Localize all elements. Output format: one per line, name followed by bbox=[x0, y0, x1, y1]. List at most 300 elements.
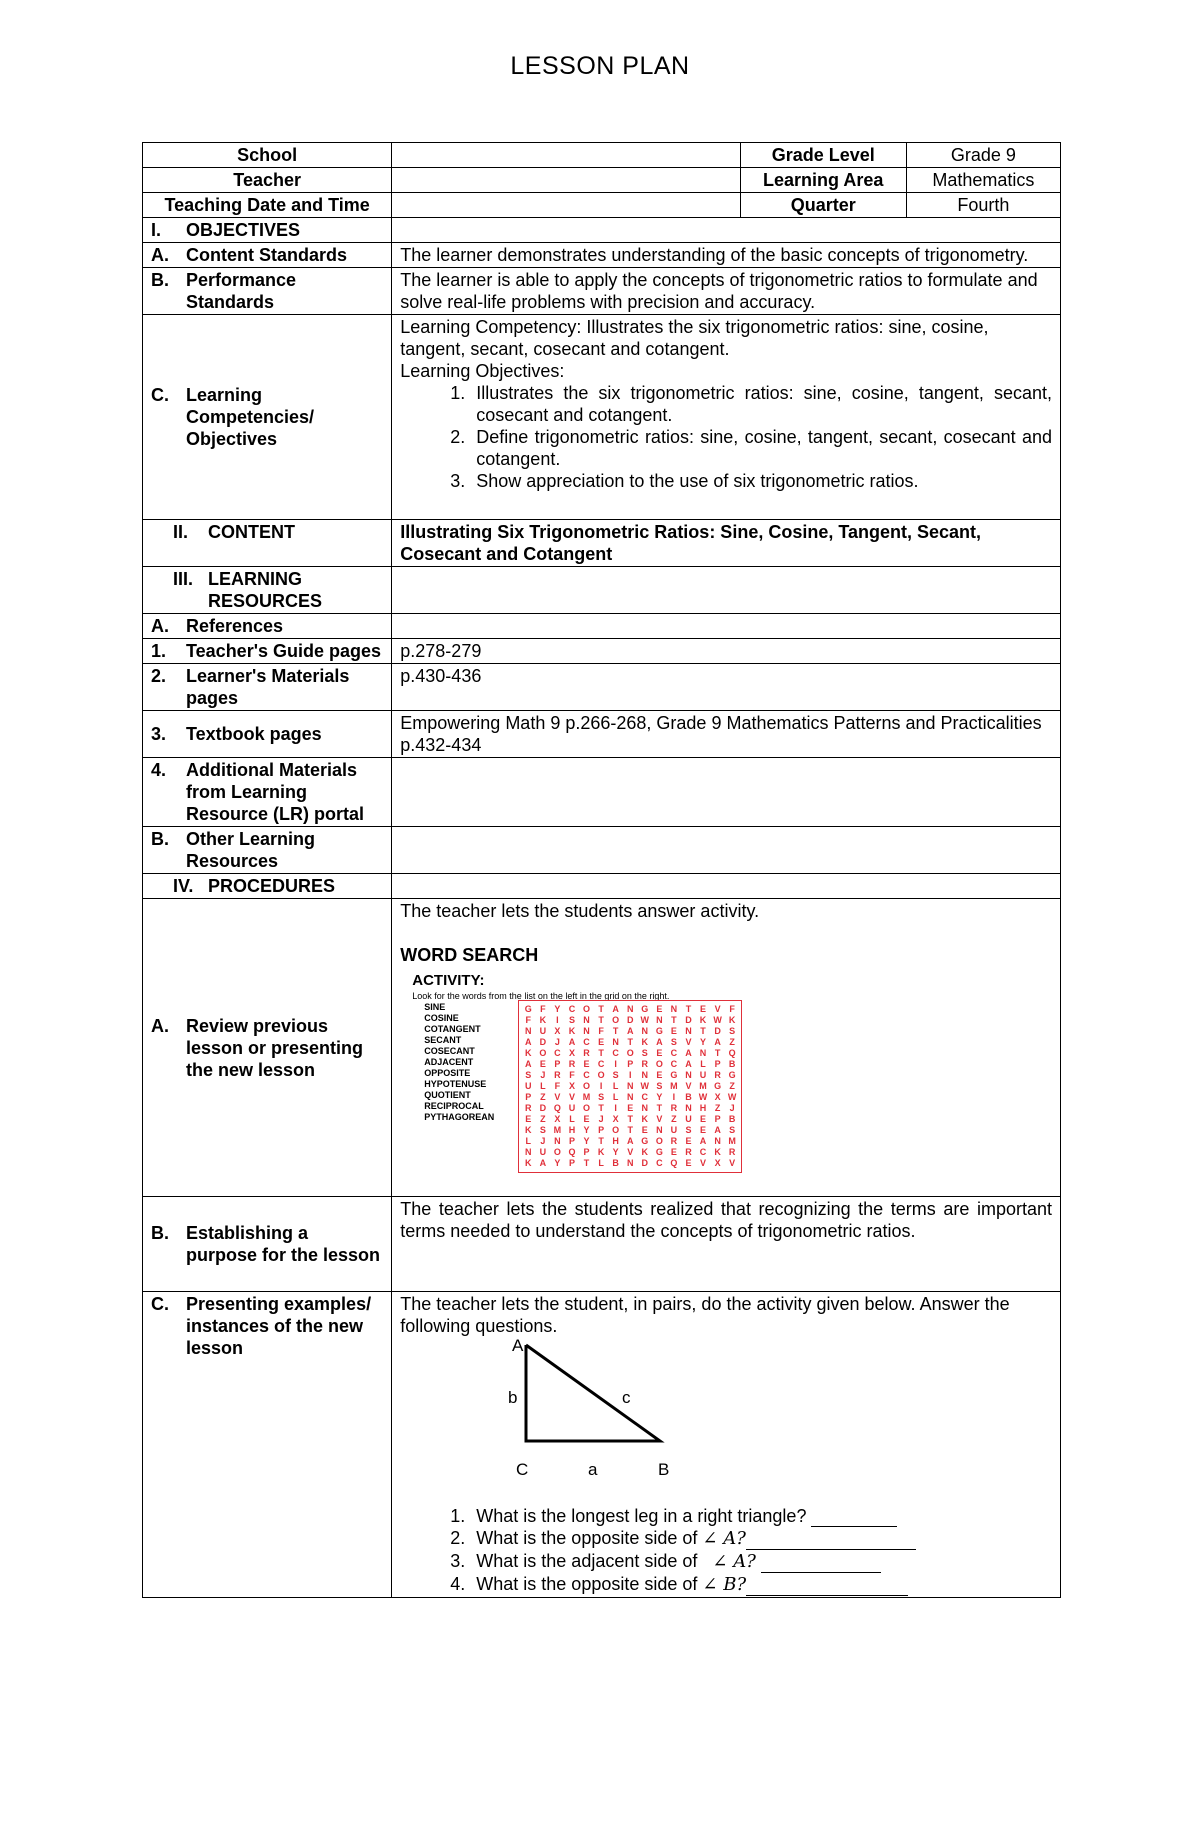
list-item: 4. What is the opposite side of ∠ B? bbox=[470, 1573, 1052, 1596]
word-search-letter[interactable]: M bbox=[728, 1136, 736, 1146]
word-search-letter[interactable]: S bbox=[656, 1081, 663, 1091]
word-search-letter[interactable]: S bbox=[568, 1015, 575, 1025]
word-search-letter[interactable]: A bbox=[714, 1125, 721, 1135]
word-search-letter[interactable]: Z bbox=[671, 1114, 677, 1124]
list-item: 2. What is the opposite side of ∠ A? bbox=[470, 1527, 1052, 1550]
word-search-letter[interactable]: I bbox=[672, 1092, 676, 1102]
word-search-letter[interactable]: A bbox=[525, 1059, 532, 1069]
word-search-letter[interactable]: T bbox=[598, 1004, 604, 1014]
word-search-letter[interactable]: Y bbox=[583, 1136, 590, 1146]
word-search-letter[interactable]: U bbox=[539, 1026, 547, 1036]
references-value bbox=[392, 614, 1061, 639]
word-search-letter[interactable]: V bbox=[700, 1158, 707, 1168]
additional-materials-label: 4. Additional Materials from Learning Resource (LR) portal bbox=[143, 758, 392, 827]
word-search-title: ACTIVITY: bbox=[412, 972, 485, 989]
word-search-letter[interactable]: X bbox=[568, 1081, 575, 1091]
word-search-letter[interactable]: F bbox=[569, 1070, 575, 1080]
word-search-letter[interactable]: N bbox=[641, 1103, 649, 1113]
word-search-letter[interactable]: R bbox=[714, 1070, 721, 1080]
word-search-letter[interactable]: C bbox=[670, 1048, 678, 1058]
content-text: Illustrating Six Trigonometric Ratios: Sine, Cosine, Tangent, Secant, Cosecant and Cotangent bbox=[392, 520, 1061, 567]
word-search-letter[interactable]: X bbox=[568, 1048, 575, 1058]
word-search-letter[interactable]: U bbox=[539, 1147, 547, 1157]
word-search-letter[interactable]: P bbox=[583, 1147, 590, 1157]
content-standards-label: A. Content Standards bbox=[143, 243, 392, 268]
word-search-letter[interactable]: E bbox=[656, 1048, 663, 1058]
word-search-letter[interactable]: G bbox=[670, 1070, 678, 1080]
word-search-letter[interactable]: N bbox=[525, 1147, 532, 1157]
word-search-letter[interactable]: A bbox=[656, 1037, 663, 1047]
word-search-letter[interactable]: N bbox=[641, 1026, 649, 1036]
word-search-letter[interactable]: O bbox=[655, 1059, 663, 1069]
word-search-letter[interactable]: L bbox=[700, 1059, 706, 1069]
word-search-letter[interactable]: W bbox=[640, 1081, 650, 1091]
word-search-letter[interactable]: T bbox=[598, 1136, 604, 1146]
word-search-letter[interactable]: V bbox=[685, 1037, 692, 1047]
word-search-letter[interactable]: E bbox=[583, 1114, 590, 1124]
word-search-letter[interactable]: T bbox=[612, 1026, 619, 1036]
presenting-instruction: The teacher lets the student, in pairs, do the activity given below. Answer the following questions. bbox=[400, 1294, 1010, 1336]
word-search-letter[interactable]: G bbox=[655, 1147, 663, 1157]
word-search-letter[interactable]: E bbox=[700, 1125, 707, 1135]
word-search-letter[interactable]: F bbox=[598, 1026, 604, 1036]
word-search-letter[interactable]: B bbox=[685, 1092, 692, 1102]
triangle-shape bbox=[526, 1345, 660, 1441]
word-search-letter[interactable]: W bbox=[698, 1092, 708, 1102]
word-search-letter[interactable]: U bbox=[568, 1103, 576, 1113]
word-search-letter[interactable]: T bbox=[627, 1125, 633, 1135]
word-search-instruction: Look for the words from the list on the left in the grid on the right. bbox=[412, 991, 670, 1001]
word-search-letter[interactable]: T bbox=[583, 1158, 590, 1168]
word-search-letter[interactable]: H bbox=[699, 1103, 707, 1113]
word-search-letter[interactable]: U bbox=[699, 1070, 707, 1080]
word-search-letter[interactable]: G bbox=[655, 1026, 663, 1036]
word-search-letter[interactable]: N bbox=[699, 1048, 707, 1058]
word-search-letter[interactable]: G bbox=[728, 1070, 736, 1080]
word-search-letter[interactable]: Y bbox=[583, 1125, 590, 1135]
word-search-letter[interactable]: P bbox=[554, 1059, 561, 1069]
word-search-letter[interactable]: U bbox=[525, 1081, 532, 1091]
quarter-label: Quarter bbox=[740, 193, 906, 218]
school-value bbox=[392, 143, 740, 168]
learners-materials-label: 2. Learner's Materials pages bbox=[143, 664, 392, 711]
word-search-letter[interactable]: F bbox=[554, 1081, 561, 1091]
triangle-svg bbox=[400, 1337, 800, 1505]
word-search-letter[interactable]: T bbox=[685, 1004, 692, 1014]
vertex-b-label: B bbox=[658, 1460, 670, 1479]
word-search-letter[interactable]: R bbox=[583, 1048, 590, 1058]
word-search-letter[interactable]: F bbox=[525, 1015, 532, 1025]
word-search-letter[interactable]: E bbox=[656, 1070, 663, 1080]
textbook-pages-value: Empowering Math 9 p.266-268, Grade 9 Mathematics Patterns and Practicalities p.432-434 bbox=[392, 711, 1061, 758]
word-search-letter[interactable]: K bbox=[525, 1048, 532, 1058]
word-search-letter[interactable]: K bbox=[641, 1037, 649, 1047]
word-search-letter[interactable]: E bbox=[670, 1026, 677, 1036]
word-search-letter[interactable]: I bbox=[599, 1081, 603, 1091]
vertex-c-label: C bbox=[516, 1460, 529, 1479]
word-search-letter[interactable]: V bbox=[554, 1092, 561, 1102]
word-search-letter[interactable]: D bbox=[626, 1015, 634, 1025]
word-search-letter[interactable]: U bbox=[670, 1125, 678, 1135]
word-search-letter[interactable]: E bbox=[525, 1114, 532, 1124]
word-search-letter[interactable]: C bbox=[656, 1158, 663, 1168]
word-search-letter[interactable]: E bbox=[670, 1147, 677, 1157]
procedures-section-value bbox=[392, 874, 1061, 899]
word-search-word: SECANT bbox=[424, 1035, 462, 1045]
word-search-letter[interactable]: S bbox=[612, 1070, 619, 1080]
teacher-value bbox=[392, 168, 740, 193]
word-search-letter[interactable]: H bbox=[568, 1125, 576, 1135]
right-triangle-diagram bbox=[400, 1337, 1052, 1505]
other-resources-label: B. Other Learning Resources bbox=[143, 827, 392, 874]
word-search-letter[interactable]: F bbox=[729, 1004, 735, 1014]
word-search-letter[interactable]: M bbox=[582, 1092, 591, 1102]
word-search-letter[interactable]: S bbox=[598, 1092, 605, 1102]
word-search-letter[interactable]: N bbox=[554, 1136, 561, 1146]
answer-blank[interactable] bbox=[761, 1556, 881, 1573]
word-search-letter[interactable]: R bbox=[641, 1059, 649, 1069]
word-search-letter[interactable]: O bbox=[539, 1048, 547, 1058]
quarter-value: Fourth bbox=[906, 193, 1060, 218]
word-search-letter[interactable]: W bbox=[640, 1015, 650, 1025]
word-search-letter[interactable]: G bbox=[641, 1136, 649, 1146]
word-search-letter[interactable]: D bbox=[714, 1026, 721, 1036]
word-search-letter[interactable]: L bbox=[540, 1081, 546, 1091]
word-search-letter[interactable]: A bbox=[568, 1037, 576, 1047]
word-search-letter[interactable]: E bbox=[685, 1136, 692, 1146]
word-search-letter[interactable]: I bbox=[614, 1103, 617, 1113]
word-search-letter[interactable]: M bbox=[553, 1125, 562, 1135]
word-search-letter[interactable]: L bbox=[525, 1136, 532, 1146]
learners-materials-value: p.430-436 bbox=[392, 664, 1061, 711]
word-search-letter[interactable]: S bbox=[539, 1125, 546, 1135]
answer-blank[interactable] bbox=[746, 1579, 908, 1596]
word-search-letter[interactable]: K bbox=[568, 1026, 576, 1036]
learning-competencies-text bbox=[392, 315, 1061, 520]
side-b-label: b bbox=[508, 1388, 518, 1407]
review-lesson-text bbox=[392, 899, 1061, 1197]
word-search-letter[interactable]: N bbox=[685, 1026, 692, 1036]
word-search-letter[interactable]: J bbox=[729, 1103, 735, 1113]
word-search-letter[interactable]: B bbox=[728, 1114, 736, 1124]
content-section-label: II. CONTENT bbox=[143, 520, 392, 567]
word-search-letter[interactable]: J bbox=[554, 1037, 560, 1047]
word-search-letter[interactable]: K bbox=[714, 1147, 721, 1157]
word-search-word: COSINE bbox=[424, 1013, 459, 1023]
word-search-letter[interactable]: C bbox=[641, 1092, 649, 1102]
other-resources-value bbox=[392, 827, 1061, 874]
word-search-letter[interactable]: P bbox=[525, 1092, 532, 1102]
word-search-letter[interactable]: N bbox=[656, 1125, 663, 1135]
word-search-letter[interactable]: A bbox=[685, 1048, 692, 1058]
word-search-letter[interactable]: V bbox=[656, 1114, 663, 1124]
word-search-letter[interactable]: E bbox=[700, 1004, 707, 1014]
word-search-letter[interactable]: A bbox=[612, 1004, 619, 1014]
word-search-letter[interactable]: N bbox=[583, 1015, 590, 1025]
word-search-letter[interactable]: Y bbox=[700, 1037, 707, 1047]
word-search-letter[interactable]: P bbox=[627, 1059, 634, 1069]
answer-blank[interactable] bbox=[746, 1533, 916, 1550]
word-search-letter[interactable]: N bbox=[626, 1158, 634, 1168]
list-item: 3. Show appreciation to the use of six trigonometric ratios. bbox=[470, 470, 1052, 492]
word-search-letter[interactable]: C bbox=[670, 1059, 678, 1069]
word-search-letter[interactable]: N bbox=[685, 1070, 692, 1080]
word-search-letter[interactable]: C bbox=[583, 1070, 590, 1080]
word-search-letter[interactable]: P bbox=[714, 1114, 721, 1124]
word-search-letter[interactable]: N bbox=[612, 1037, 619, 1047]
teaching-date-label: Teaching Date and Time bbox=[143, 193, 392, 218]
word-search-letter[interactable]: E bbox=[583, 1059, 590, 1069]
word-search-letter[interactable]: D bbox=[539, 1037, 547, 1047]
word-search-row bbox=[521, 1037, 739, 1048]
word-search-letter[interactable]: G bbox=[524, 1004, 532, 1014]
word-search-letter[interactable]: P bbox=[568, 1136, 575, 1146]
word-search-letter[interactable]: I bbox=[628, 1070, 632, 1080]
word-search-letter[interactable]: A bbox=[714, 1037, 721, 1047]
word-search-letter[interactable]: K bbox=[641, 1147, 649, 1157]
teachers-guide-label: 1. Teacher's Guide pages bbox=[143, 639, 392, 664]
word-search-letter[interactable]: N bbox=[626, 1092, 634, 1102]
answer-blank[interactable] bbox=[811, 1510, 897, 1527]
word-search-letter[interactable]: N bbox=[641, 1070, 649, 1080]
word-search-grid bbox=[518, 1000, 742, 1173]
teacher-label: Teacher bbox=[143, 168, 392, 193]
word-search-letter[interactable]: W bbox=[713, 1015, 722, 1025]
word-search-letter[interactable]: R bbox=[670, 1103, 678, 1113]
word-search-row bbox=[521, 1015, 739, 1026]
word-search-letter[interactable]: Z bbox=[540, 1092, 546, 1102]
word-search-letter[interactable]: K bbox=[699, 1015, 707, 1025]
word-search-letter[interactable]: A bbox=[626, 1026, 634, 1036]
word-search-letter[interactable]: R bbox=[728, 1147, 736, 1157]
word-search-letter[interactable]: O bbox=[583, 1081, 591, 1091]
word-search-letter[interactable]: G bbox=[641, 1004, 649, 1014]
word-search-letter[interactable]: D bbox=[641, 1158, 649, 1168]
word-search-letter[interactable]: H bbox=[612, 1136, 619, 1146]
word-search-letter[interactable]: K bbox=[641, 1114, 649, 1124]
textbook-pages-label: 3. Textbook pages bbox=[143, 711, 392, 758]
word-search-letter[interactable]: A bbox=[525, 1037, 532, 1047]
word-search-letter[interactable]: Y bbox=[554, 1004, 561, 1014]
word-search-letter[interactable]: T bbox=[627, 1037, 633, 1047]
word-search-letter[interactable]: R bbox=[525, 1103, 532, 1113]
word-search-letter[interactable]: N bbox=[626, 1081, 634, 1091]
word-search-letter[interactable]: N bbox=[685, 1103, 692, 1113]
word-search-letter[interactable]: L bbox=[569, 1114, 575, 1124]
word-search-letter[interactable]: Q bbox=[728, 1048, 736, 1058]
word-search-row bbox=[521, 1114, 739, 1125]
list-item: 2. Define trigonometric ratios: sine, cosine, tangent, secant, cosecant and cotangent. bbox=[470, 426, 1052, 470]
word-search-letter[interactable]: Y bbox=[612, 1147, 619, 1157]
word-search-letter[interactable]: X bbox=[714, 1092, 721, 1102]
word-search-letter[interactable]: K bbox=[525, 1125, 532, 1135]
page-title: LESSON PLAN bbox=[510, 52, 690, 80]
word-search-letter[interactable]: T bbox=[598, 1048, 604, 1058]
word-search-letter[interactable]: E bbox=[700, 1114, 707, 1124]
word-search-letter[interactable]: O bbox=[612, 1125, 620, 1135]
word-search-letter[interactable]: X bbox=[554, 1114, 561, 1124]
word-search-letter[interactable]: Q bbox=[670, 1158, 678, 1168]
word-search-row bbox=[521, 1092, 739, 1103]
word-search-letter[interactable]: K bbox=[525, 1158, 532, 1168]
word-search-letter[interactable]: T bbox=[671, 1015, 677, 1025]
word-search-letter[interactable]: T bbox=[714, 1048, 721, 1058]
word-search-letter[interactable]: A bbox=[626, 1136, 634, 1146]
word-search-letter[interactable]: I bbox=[556, 1015, 559, 1025]
word-search-letter[interactable]: S bbox=[729, 1125, 736, 1135]
word-search-letter[interactable]: D bbox=[685, 1015, 692, 1025]
word-search-letter[interactable]: A bbox=[685, 1059, 692, 1069]
word-search-letter[interactable]: Y bbox=[656, 1092, 663, 1102]
word-search-letter[interactable]: C bbox=[554, 1048, 561, 1058]
word-search-letter[interactable]: B bbox=[728, 1059, 736, 1069]
word-search-letter[interactable]: O bbox=[553, 1147, 561, 1157]
word-search-letter[interactable]: L bbox=[598, 1158, 604, 1168]
additional-materials-value bbox=[392, 758, 1061, 827]
word-search-letter[interactable]: E bbox=[685, 1158, 692, 1168]
objectives-section-value bbox=[392, 218, 1061, 243]
learning-objectives-heading: Learning Objectives: bbox=[400, 361, 565, 381]
word-search-letter[interactable]: Y bbox=[554, 1158, 561, 1168]
word-search-letter[interactable]: M bbox=[699, 1081, 707, 1091]
word-search-letter[interactable]: Z bbox=[540, 1114, 546, 1124]
word-search-letter[interactable]: W bbox=[727, 1092, 737, 1102]
word-search-letter[interactable]: O bbox=[583, 1103, 591, 1113]
word-search-letter[interactable]: I bbox=[614, 1059, 617, 1069]
word-search-row bbox=[521, 1125, 739, 1136]
presenting-examples-label: C. Presenting examples/ instances of the new lesson bbox=[143, 1292, 392, 1598]
word-search-letter[interactable]: S bbox=[729, 1026, 736, 1036]
word-search-letter[interactable]: P bbox=[568, 1158, 575, 1168]
word-search-letter[interactable]: C bbox=[583, 1037, 590, 1047]
word-search-letter[interactable]: V bbox=[685, 1081, 692, 1091]
word-search-letter[interactable]: T bbox=[627, 1114, 633, 1124]
word-search-letter[interactable]: A bbox=[699, 1136, 707, 1146]
word-search-letter[interactable]: E bbox=[656, 1004, 663, 1014]
word-search-letter[interactable]: O bbox=[626, 1048, 634, 1058]
word-search-letter[interactable]: L bbox=[612, 1092, 619, 1102]
word-search-letter[interactable]: Z bbox=[714, 1103, 721, 1113]
word-search-letter[interactable]: G bbox=[714, 1081, 722, 1091]
word-search-letter[interactable]: E bbox=[539, 1059, 546, 1069]
word-search-letter[interactable]: B bbox=[612, 1158, 619, 1168]
word-search-row bbox=[521, 1048, 739, 1059]
word-search-letter[interactable]: V bbox=[627, 1147, 634, 1157]
word-search-letter[interactable]: N bbox=[583, 1026, 590, 1036]
school-label: School bbox=[143, 143, 392, 168]
list-item: 1. What is the longest leg in a right triangle? bbox=[470, 1505, 1052, 1527]
word-search-letter[interactable]: C bbox=[597, 1059, 605, 1069]
word-search-row bbox=[521, 1147, 739, 1158]
word-search-letter[interactable]: O bbox=[655, 1136, 663, 1146]
word-search-row bbox=[521, 1070, 739, 1081]
word-search-letter[interactable]: U bbox=[685, 1114, 692, 1124]
word-search-letter[interactable]: Z bbox=[729, 1037, 735, 1047]
establishing-purpose-label: B. Establishing a purpose for the lesson bbox=[143, 1197, 392, 1292]
word-search-letter[interactable]: Q bbox=[553, 1103, 561, 1113]
word-search-letter[interactable]: R bbox=[568, 1059, 576, 1069]
word-search-row bbox=[521, 1158, 739, 1169]
word-search-row bbox=[521, 1059, 739, 1070]
word-search-letter[interactable]: V bbox=[714, 1004, 721, 1014]
word-search-letter[interactable]: T bbox=[598, 1103, 604, 1113]
word-search-letter[interactable]: T bbox=[598, 1015, 604, 1025]
word-search-word: COSECANT bbox=[424, 1046, 475, 1056]
word-search-letter[interactable]: J bbox=[598, 1114, 604, 1124]
word-search-letter[interactable]: A bbox=[539, 1158, 547, 1168]
word-search-letter[interactable]: V bbox=[729, 1158, 736, 1168]
word-search-letter[interactable]: Z bbox=[729, 1081, 735, 1091]
teachers-guide-value: p.278-279 bbox=[392, 639, 1061, 664]
word-search-word: HYPOTENUSE bbox=[424, 1079, 487, 1089]
word-search-letter[interactable]: Q bbox=[568, 1147, 576, 1157]
word-search-letter[interactable]: T bbox=[700, 1026, 706, 1036]
learning-objectives-list bbox=[400, 382, 1052, 492]
word-search-letter[interactable]: E bbox=[641, 1125, 648, 1135]
word-search-letter[interactable]: S bbox=[641, 1048, 648, 1058]
word-search-letter[interactable]: E bbox=[627, 1103, 634, 1113]
word-search-letter[interactable]: X bbox=[554, 1026, 561, 1036]
word-search-letter[interactable]: C bbox=[612, 1048, 619, 1058]
word-search-letter[interactable]: X bbox=[612, 1114, 619, 1124]
questions-list bbox=[400, 1505, 1052, 1596]
word-search-letter[interactable]: K bbox=[728, 1015, 736, 1025]
word-search-letter[interactable]: J bbox=[540, 1136, 546, 1146]
presenting-examples-text bbox=[392, 1292, 1061, 1598]
word-search-letter[interactable]: V bbox=[568, 1092, 575, 1102]
word-search-letter[interactable]: P bbox=[598, 1125, 605, 1135]
word-search-letter[interactable]: P bbox=[714, 1059, 721, 1069]
word-search-letter[interactable]: L bbox=[612, 1081, 619, 1091]
word-search-letter[interactable]: K bbox=[597, 1147, 605, 1157]
word-search-word: PYTHAGOREAN bbox=[424, 1112, 495, 1122]
word-search-letter[interactable]: O bbox=[583, 1004, 591, 1014]
word-search-letter[interactable]: O bbox=[597, 1070, 605, 1080]
word-search-letter[interactable]: X bbox=[714, 1158, 721, 1168]
word-search-letter[interactable]: R bbox=[670, 1136, 678, 1146]
word-search-row bbox=[521, 1026, 739, 1037]
word-search-letter[interactable]: S bbox=[685, 1125, 692, 1135]
word-search-letter[interactable]: N bbox=[714, 1136, 721, 1146]
word-search-letter[interactable]: S bbox=[525, 1070, 532, 1080]
word-search-letter[interactable]: E bbox=[598, 1037, 605, 1047]
word-search-letter[interactable]: C bbox=[699, 1147, 707, 1157]
word-search-letter[interactable]: R bbox=[554, 1070, 561, 1080]
word-search-letter[interactable]: J bbox=[540, 1070, 546, 1080]
word-search-letter[interactable]: F bbox=[540, 1004, 546, 1014]
word-search-letter[interactable]: N bbox=[656, 1015, 663, 1025]
side-a-label: a bbox=[588, 1460, 598, 1479]
learning-area-label: Learning Area bbox=[740, 168, 906, 193]
word-search-letter[interactable]: C bbox=[568, 1004, 576, 1014]
word-search-letter[interactable]: N bbox=[525, 1026, 532, 1036]
word-search-letter[interactable]: N bbox=[626, 1004, 634, 1014]
word-search-word: RECIPROCAL bbox=[424, 1101, 484, 1111]
word-search-row bbox=[521, 1081, 739, 1092]
word-search-word: ADJACENT bbox=[424, 1057, 474, 1067]
word-search-letter[interactable]: S bbox=[670, 1037, 677, 1047]
references-label: A. References bbox=[143, 614, 392, 639]
word-search-letter[interactable]: K bbox=[539, 1015, 547, 1025]
performance-standards-text: The learner is able to apply the concepts of trigonometric ratios to formulate and solve real-life problems with precision and accuracy. bbox=[392, 268, 1061, 315]
word-search-letter[interactable]: N bbox=[670, 1004, 678, 1014]
learning-resources-label: III. LEARNING RESOURCES bbox=[143, 567, 392, 614]
word-search-letter[interactable]: R bbox=[685, 1147, 692, 1157]
word-search-letter[interactable]: T bbox=[656, 1103, 663, 1113]
word-search-letter[interactable]: D bbox=[539, 1103, 547, 1113]
word-search-letter[interactable]: M bbox=[670, 1081, 678, 1091]
word-search-letter[interactable]: O bbox=[612, 1015, 620, 1025]
